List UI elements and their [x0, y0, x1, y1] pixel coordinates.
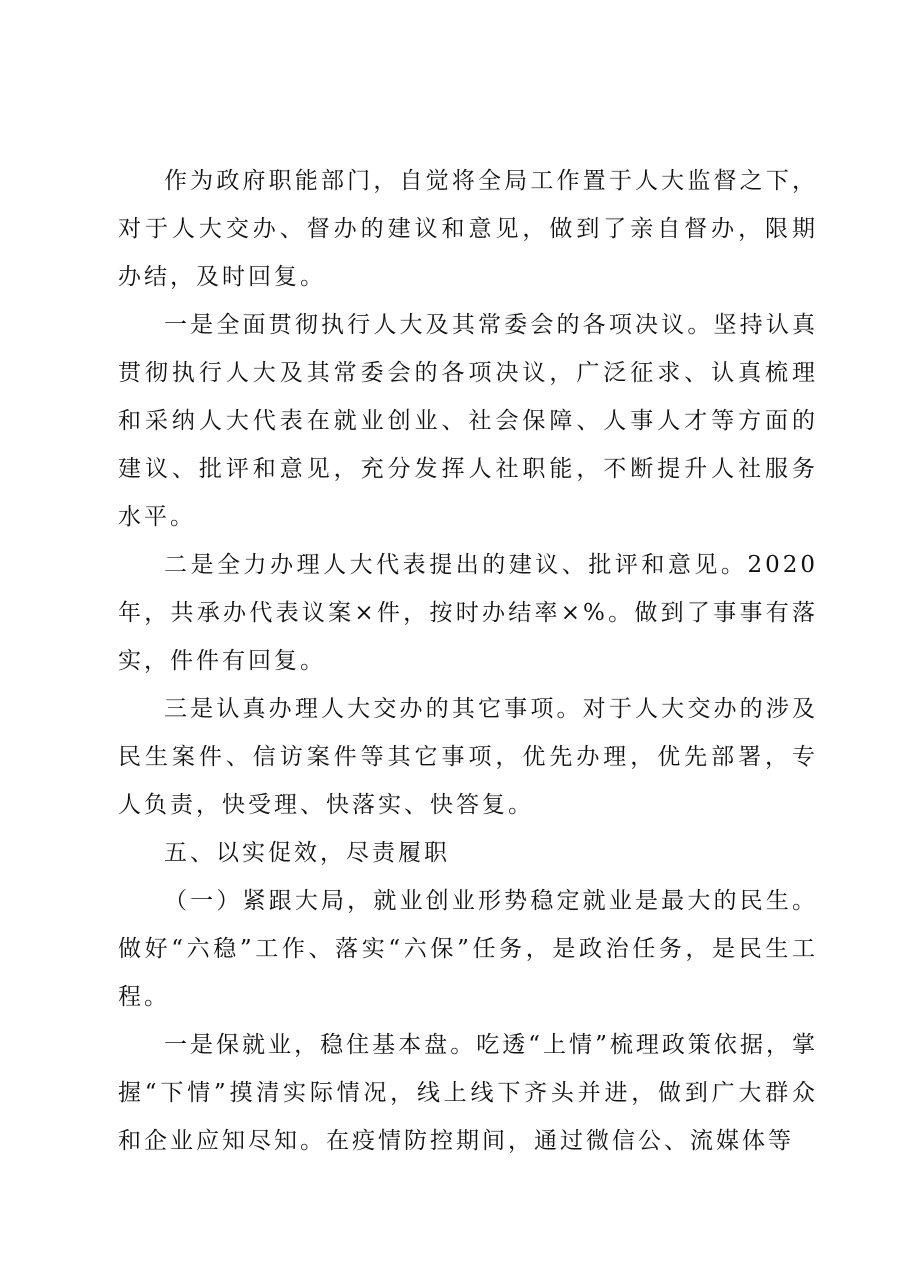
paragraph-protect-employment: 一是保就业，稳住基本盘。吃透“上情”梳理政策依据，掌握“下情”摸清实际情况，线上线下齐头并进，做到广大群众和企业应知尽知。在疫情防控期间，通过微信公、流媒体等 [118, 1032, 818, 1154]
paragraph-proposals: 二是全力办理人大代表提出的建议、批评和意见。2020年，共承办代表议案×件，按时办结率×%。做到了事事有落实，件件有回复。 [118, 552, 818, 674]
paragraph-other-matters: 三是认真办理人大交办的其它事项。对于人大交办的涉及民生案件、信访案件等其它事项，优先办理，优先部署，专人负责，快受理、快落实、快答复。 [118, 696, 818, 818]
document-body [118, 157, 818, 1165]
section-heading: 五、以实促效，尽责履职 [164, 840, 450, 866]
paragraph-resolutions: 一是全面贯彻执行人大及其常委会的各项决议。坚持认真贯彻执行人大及其常委会的各项决议，广泛征求、认真梳理和采纳人大代表在就业创业、社会保障、人事人才等方面的建议、批评和意见，充分发挥人社职能，不断提升人社服务水平。 [118, 312, 818, 530]
paragraph-employment-overview: （一）紧跟大局，就业创业形势稳定就业是最大的民生。做好“六稳”工作、落实“六保”任务，是政治任务，是民生工程。 [118, 888, 818, 1010]
paragraph-supervision: 作为政府职能部门，自觉将全局工作置于人大监督之下，对于人大交办、督办的建议和意见，做到了亲自督办，限期办结，及时回复。 [118, 168, 818, 290]
